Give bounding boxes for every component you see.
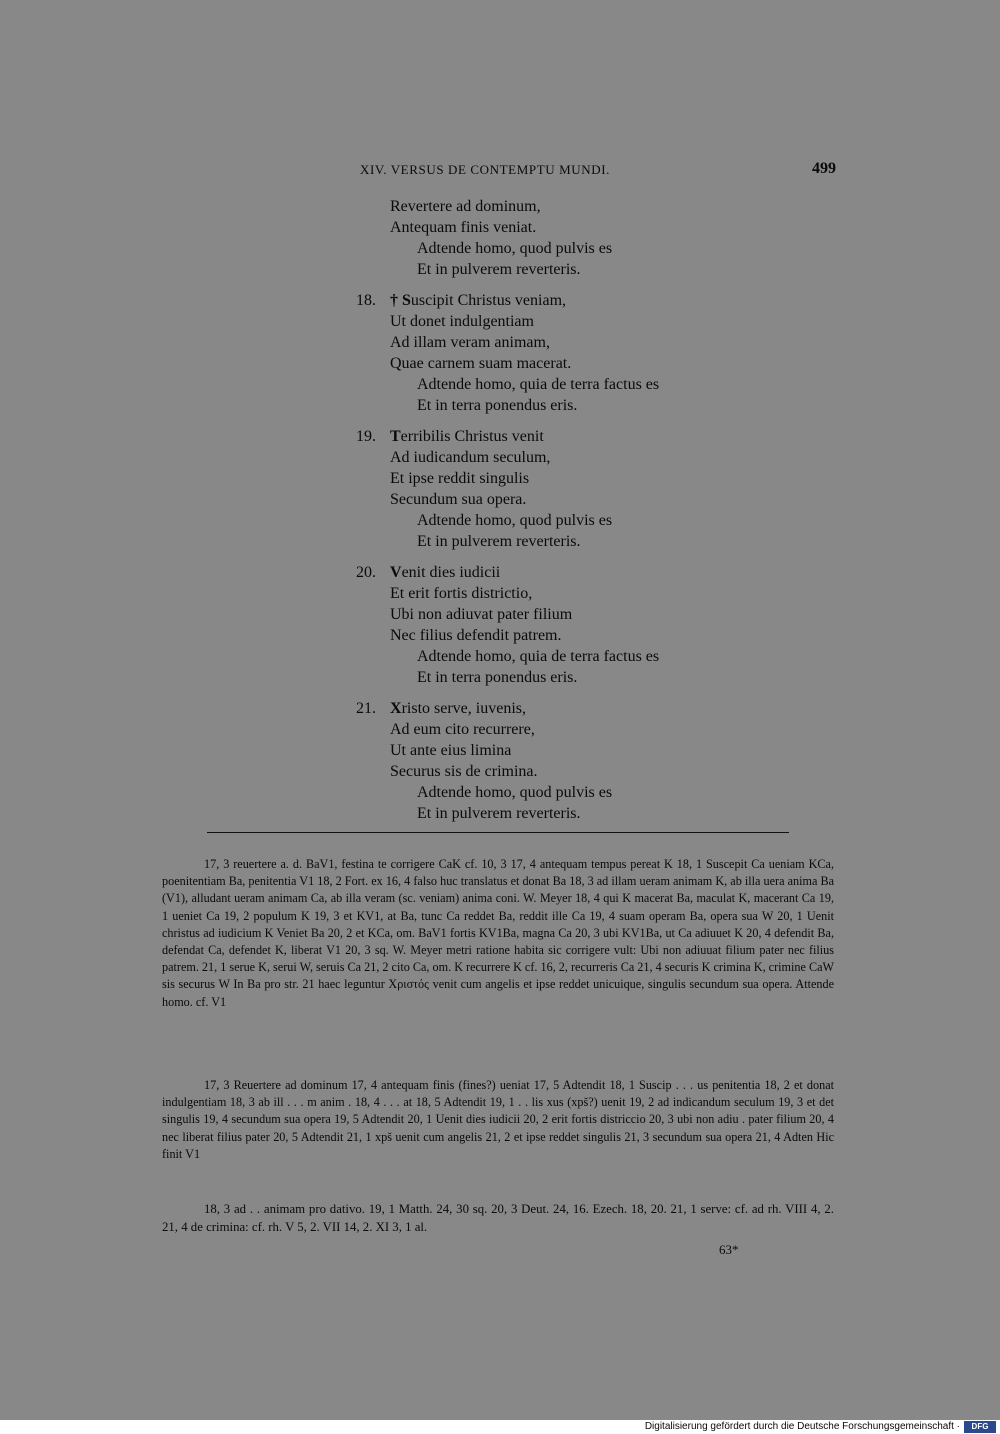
verse-text: Ad iudicandum seculum,: [390, 449, 551, 466]
verse-line: [340, 489, 820, 510]
refrain-line: Adtende homo, quia de terra factus es: [417, 376, 660, 393]
stanza: [340, 562, 820, 688]
refrain-line: Et in terra ponendus eris.: [417, 397, 578, 414]
verse-text: Quae carnem suam macerat.: [390, 355, 572, 372]
stanza-number: 20.: [356, 564, 376, 581]
critical-apparatus-manuscript: 17, 3 Reuertere ad dominum 17, 4 antequam finis (fines?) ueniat 17, 5 Adtendit 18, 1 Suscip . . . us penitentia 18, 2 et donat indulgentiam 18, 3 ab ill . . . m anim . 18, 4 . . . at 18, 5 Adtendit 19, 1 . . lis xus (xpš?) uenit 19, 2 ad indicandum seculum 19, 3 et det singulis 19, 4 secundum sua opera 19, 5 Adtendit 20, 1 Uenit dies iudicii 20, 2 erit fortis districcio 20, 3 ubi non adiu . pater filium 20, 4 nec liberat filius pater 20, 5 Adtendit 21, 1 xpš uenit cum angelis 21, 2 et ipse reddet singulis 21, 3 secundum sua opera 21, 4 Adten Hic finit V1: [162, 1078, 834, 1161]
digitization-footer: [0, 1420, 1000, 1434]
verse-line: [340, 740, 820, 761]
stanza: [340, 290, 820, 416]
critical-apparatus-variants: 17, 3 reuertere a. d. BaV1, festina te corrigere CaK cf. 10, 3 17, 4 antequam tempus pereat K 18, 1 Suscepit Ca ueniam KCa, poenitentiam Ba, penitentia V1 18, 2 Fort. ex 16, 4 falso huc translatus et donat Ba 18, 3 ad illam ueram animam K, ab illa uera anima Ba (V1), alludant ueram animam Ca, ab illa veram (sc. veniam) anima coni. W. Meyer 18, 4 qui K macerat Ba, maculat K, macerant Ca 19, 1 ueniet Ca 19, 2 populum K 19, 3 et KV1, at Ba, tunc Ca reddet Ba, reddit ille Ca 19, 4 suam operam Ba, opera sua W 20, 1 Uenit christus ad iudicium K Veniet Ba 20, 2 et KCa, om. BaV1 fortis KV1Ba, magna Ca 20, 3 ubi KV1Ba, ut Ca adiuuet K 20, 4 defendit Ba, defendat Ca, defendet K, liberat V1 20, 3 sq. W. Meyer metri ratione habita sic corrigere vult: Ubi non adiuuat filium pater nec filius patrem. 21, 1 serue K, serui W, seruis Ca 21, 2 cito Ca, om. K recurrere K cf. 16, 2, recurreris Ca 21, 4 securis K crimina K, crimine CaW sis securus W In Ba pro str. 21 haec leguntur Χριστός venit cum angelis et ipse reddet unicuique, singulis secundum sua opera. Attende homo. cf. V1: [162, 857, 834, 1009]
initial-letter: T: [390, 428, 401, 445]
verse-text: Ad eum cito recurrere,: [390, 721, 535, 738]
page-number: 499: [812, 160, 836, 177]
verse-line: [340, 353, 820, 374]
verse-text: Et ipse reddit singulis: [390, 470, 530, 487]
verse-line: [340, 761, 820, 782]
verse-text: Nec filius defendit patrem.: [390, 627, 562, 644]
stanza: [340, 698, 820, 824]
verse-line: [340, 583, 820, 604]
verse-line: [340, 217, 820, 238]
refrain-line: Adtende homo, quia de terra factus es: [417, 648, 660, 665]
verse-line: [340, 196, 820, 217]
verse-text: Ut donet indulgentiam: [390, 313, 534, 330]
refrain-line: Et in pulverem reverteris.: [417, 805, 581, 822]
stanza-number: 21.: [356, 700, 376, 717]
verse-line: [340, 290, 820, 311]
verse-text: Et erit fortis districtio,: [390, 585, 533, 602]
verse-text: risto serve, iuvenis,: [401, 700, 526, 717]
funding-notice: Digitalisierung gefördert durch die Deutsche Forschungsgemeinschaft ·: [644, 1421, 960, 1432]
verse-line: [340, 332, 820, 353]
refrain-line: Et in pulverem reverteris.: [417, 533, 581, 550]
critical-apparatus-references: 18, 3 ad . . animam pro dativo. 19, 1 Matth. 24, 30 sq. 20, 3 Deut. 24, 16. Ezech. 18, 20. 21, 1 serve: cf. ad rh. VIII 4, 2. 21, 4 de crimina: cf. rh. V 5, 2. VII 14, 2. XI 3, 1 al.: [162, 1202, 834, 1234]
dfg-logo-icon: DFG: [964, 1421, 996, 1433]
verse-line: [340, 625, 820, 646]
verse-text: Secundum sua opera.: [390, 491, 527, 508]
poem-text: [340, 196, 820, 834]
verse-line: [340, 311, 820, 332]
refrain-line: Et in pulverem reverteris.: [417, 261, 581, 278]
refrain-line: Adtende homo, quod pulvis es: [417, 240, 613, 257]
stanza: [340, 196, 820, 280]
initial-letter: † S: [390, 292, 411, 309]
verse-text: Revertere ad dominum,: [390, 198, 541, 215]
verse-text: enit dies iudicii: [401, 564, 501, 581]
initial-letter: V: [390, 564, 402, 581]
verse-text: Ubi non adiuvat pater filium: [390, 606, 573, 623]
verse-text: Ad illam veram animam,: [390, 334, 550, 351]
verse-text: Ut ante eius limina: [390, 742, 512, 759]
verse-line: [340, 604, 820, 625]
refrain-line: Adtende homo, quod pulvis es: [417, 512, 613, 529]
footnote-separator: [207, 832, 789, 833]
verse-line: [340, 562, 820, 583]
stanza: [340, 426, 820, 552]
verse-line: [340, 719, 820, 740]
verse-line: [340, 426, 820, 447]
running-header: XIV. VERSUS DE CONTEMPTU MUNDI.: [360, 162, 610, 177]
sheet-signature: 63*: [719, 1242, 739, 1257]
initial-letter: X: [390, 700, 402, 717]
verse-line: [340, 468, 820, 489]
verse-text: uscipit Christus veniam,: [410, 292, 567, 309]
verse-text: Securus sis de crimina.: [390, 763, 538, 780]
refrain-line: Et in terra ponendus eris.: [417, 669, 578, 686]
verse-line: [340, 447, 820, 468]
verse-text: erribilis Christus venit: [400, 428, 544, 445]
refrain-line: Adtende homo, quod pulvis es: [417, 784, 613, 801]
stanza-number: 19.: [356, 428, 376, 445]
verse-line: [340, 698, 820, 719]
verse-text: Antequam finis veniat.: [390, 219, 537, 236]
stanza-number: 18.: [356, 292, 376, 309]
